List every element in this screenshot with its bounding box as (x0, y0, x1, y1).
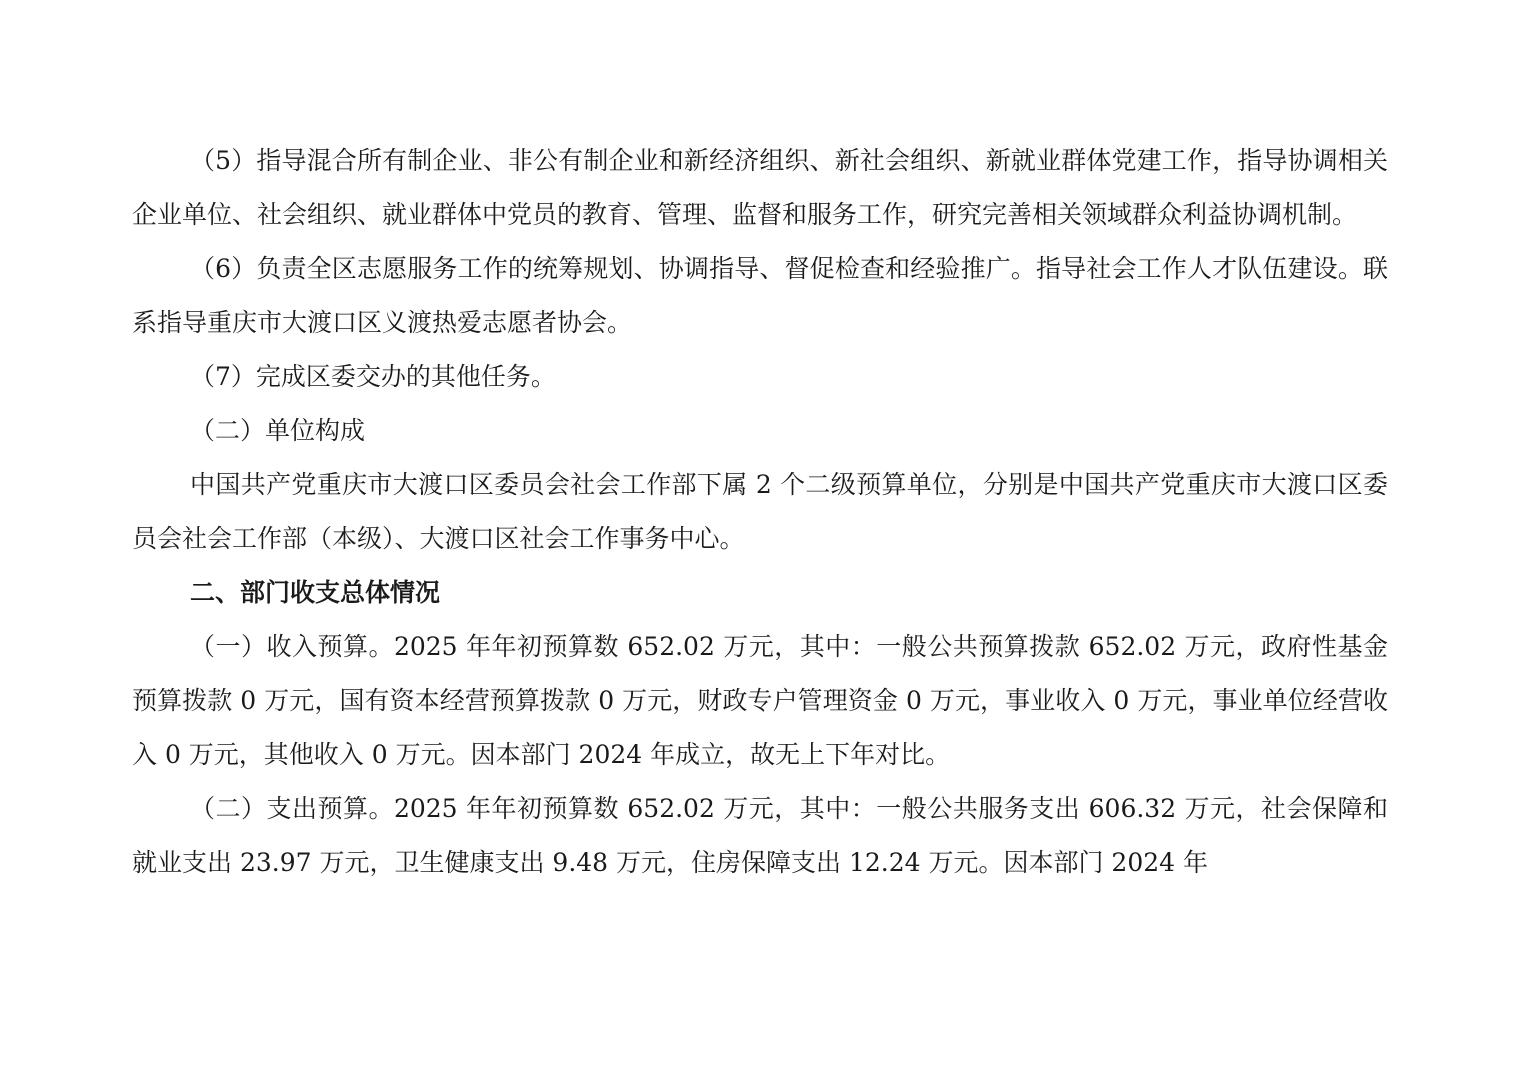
income-budget-paragraph (132, 620, 1388, 782)
expense-budget-paragraph (132, 782, 1388, 890)
section-2-heading: 二、部门收支总体情况 (190, 578, 441, 607)
income-budget-lead: （一）收入预算。 (190, 632, 394, 661)
paragraph-item-6: （6）负责全区志愿服务工作的统筹规划、协调指导、督促检查和经验推广。指导社会工作人才队伍建设。联系指导重庆市大渡口区义渡热爱志愿者协会。 (132, 254, 1388, 337)
expense-budget-body: 2025 年年初预算数 652.02 万元，其中：一般公共服务支出 606.32 万元，社会保障和就业支出 23.97 万元，卫生健康支出 9.48 万元，住房保障支出 12.24 万元。因本部门 2024 年 (132, 794, 1388, 877)
unit-composition-heading: （二）单位构成 (190, 416, 366, 445)
unit-composition-body: 中国共产党重庆市大渡口区委员会社会工作部下属 2 个二级预算单位，分别是中国共产党重庆市大渡口区委员会社会工作部（本级）、大渡口区社会工作事务中心。 (132, 470, 1388, 553)
paragraph-item-5: （5）指导混合所有制企业、非公有制企业和新经济组织、新社会组织、新就业群体党建工作，指导协调相关企业单位、社会组织、就业群体中党员的教育、管理、监督和服务工作，研究完善相关领域群众利益协调机制。 (132, 146, 1388, 229)
income-budget-body: 2025 年年初预算数 652.02 万元，其中：一般公共预算拨款 652.02 万元，政府性基金预算拨款 0 万元，国有资本经营预算拨款 0 万元，财政专户管理资金 0 万元，事业收入 0 万元，事业单位经营收入 0 万元，其他收入 0 万元。因本部门 2024 年成立，故无上下年对比。 (132, 632, 1388, 769)
expense-budget-lead: （二）支出预算。 (190, 794, 394, 823)
paragraph-item-7: （7）完成区委交办的其他任务。 (190, 362, 556, 391)
